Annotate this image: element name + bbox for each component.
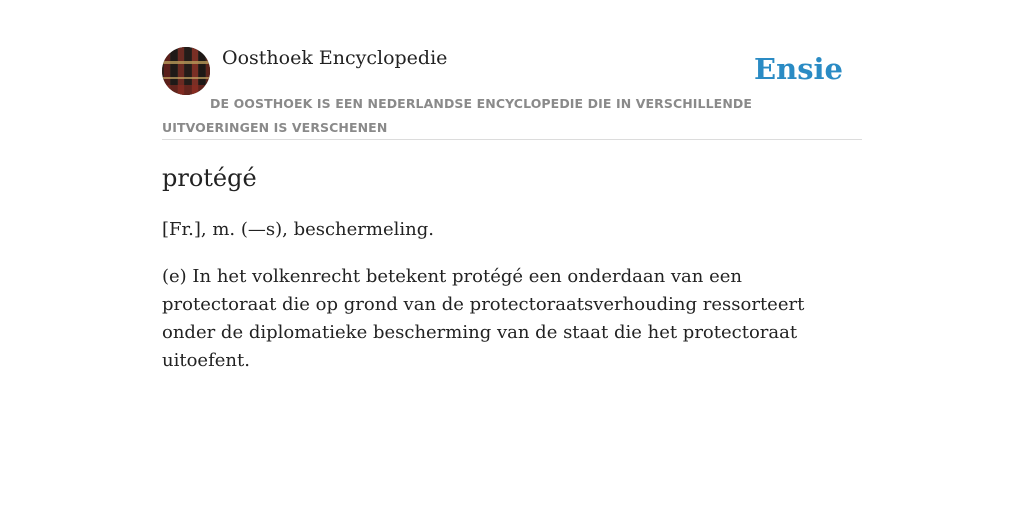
publication-tagline: DE OOSTHOEK IS EEN NEDERLANDSE ENCYCLOPEDIE DIE IN VERSCHILLENDE UITVOERINGEN IS VERSCHENEN [162, 96, 752, 135]
publication-avatar[interactable] [162, 47, 210, 95]
book-spines-icon [162, 47, 210, 95]
entry-paragraph: [Fr.], m. (—s), beschermeling. [162, 219, 434, 240]
header [162, 40, 862, 140]
entry-paragraph: (e) In het volkenrecht betekent protégé een onderdaan van een protectoraat die op grond van de protectoraatsverhouding ressorteert onder de diplomatieke bescherming van de staat die het protectoraat uitoefent. [162, 266, 805, 371]
content-container [162, 40, 862, 371]
entry-title: protégé [162, 164, 257, 192]
brand-logo-link[interactable]: Ensie [754, 52, 843, 86]
publication-title[interactable]: Oosthoek Encyclopedie [222, 47, 448, 69]
